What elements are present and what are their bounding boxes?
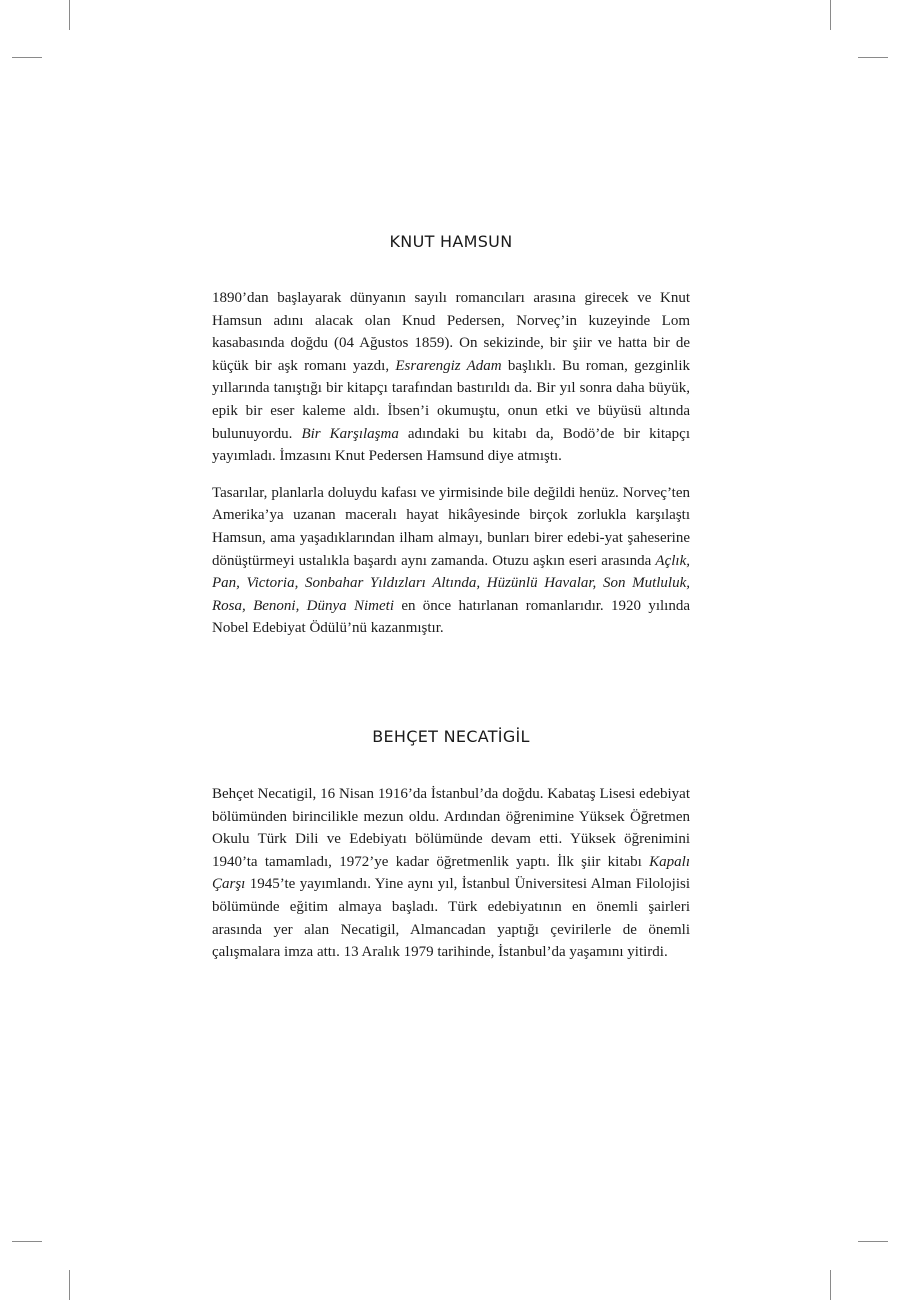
crop-mark-bottom-left-h	[12, 1241, 42, 1242]
crop-mark-top-right-h	[858, 57, 888, 58]
crop-mark-top-left	[69, 0, 70, 30]
text-run: başlıklı. Bu roman, gezginlik yıllarında tanıştığı bir kitapçı tarafından bastırıldı da. Bir yıl sonra daha büyük, epik bir eser kaleme aldı. İbsen’i okumuştu, onun etki ve büyüsü altında bulunuyordu.	[212, 357, 690, 442]
section-paragraph	[212, 482, 690, 640]
italic-title: Esrarengiz Adam	[395, 357, 502, 374]
section-paragraph	[212, 783, 690, 964]
text-run: en önce hatırlanan romanlarıdır. 1920 yılında Nobel Edebiyat Ödülü’nü kazanmıştır.	[212, 597, 690, 637]
crop-mark-bottom-right-h	[858, 1241, 888, 1242]
crop-mark-bottom-left	[69, 1270, 70, 1300]
section-knut-hamsun	[212, 232, 690, 640]
text-run: Behçet Necatigil, 16 Nisan 1916’da İstanbul’da doğdu. Kabataş Lisesi edebiyat bölümünden birincilikle mezun oldu. Ardından öğrenimine Yüksek Öğretmen Okulu Türk Dili ve Edebiyatı bölümünde devam etti. Yüksek öğrenimini 1940’ta tamamladı, 1972’ye kadar öğretmenlik yaptı. İlk şiir kitabı	[212, 786, 690, 870]
crop-mark-top-left-h	[12, 57, 42, 58]
section-heading: KNUT HAMSUN	[389, 232, 513, 251]
section-paragraph	[212, 287, 690, 468]
italic-title: Açlık, Pan, Victoria, Sonbahar Yıldızları Altında, Hüzünlü Havalar, Son Mutluluk, Rosa, Benoni, Dünya Nimeti	[212, 552, 690, 614]
text-run: Tasarılar, planlarla doluydu kafası ve yirmisinde bile değildi henüz. Norveç’ten Amerika’ya uzanan maceralı hayat hikâyesinde birçok zorlukla karşılaştı Hamsun, ama yaşadıklarından ilham almayı, bunları birer edebi-yat şaheserine dönüştürmeyi ustalıkla başardı aynı zamanda. Otuzu aşkın eseri arasında	[212, 484, 690, 569]
text-run: adındaki bu kitabı da, Bodö’de bir kitapçı yayımladı. İmzasını Knut Pedersen Hamsund diye atmıştı.	[212, 425, 690, 465]
section-behcet-necatigil	[212, 727, 690, 964]
italic-title: Kapalı Çarşı	[212, 853, 690, 893]
text-run: 1890’dan başlayarak dünyanın sayılı romancıları arasına girecek ve Knut Hamsun adını alacak olan Knud Pedersen, Norveç’in kuzeyinde Lom kasabasında doğdu (04 Ağustos 1859). On sekizinde, bir şiir ve hatta bir de küçük bir aşk romanı yazdı,	[212, 290, 690, 374]
crop-mark-top-right	[830, 0, 831, 30]
crop-mark-bottom-right	[830, 1270, 831, 1300]
text-run: 1945’te yayımlandı. Yine aynı yıl, İstanbul Üniversitesi Alman Filolojisi bölümünde eğitim almaya başladı. Türk edebiyatının en önemli şairleri arasında yer alan Necatigil, Almancadan yaptığı çevirilerle de önemli çalışmalara imza attı. 13 Aralık 1979 tarihinde, İstanbul’da yaşamını yitirdi.	[212, 876, 690, 961]
italic-title: Bir Karşılaşma	[301, 425, 399, 442]
section-heading: BEHÇET NECATİGİL	[372, 727, 530, 746]
